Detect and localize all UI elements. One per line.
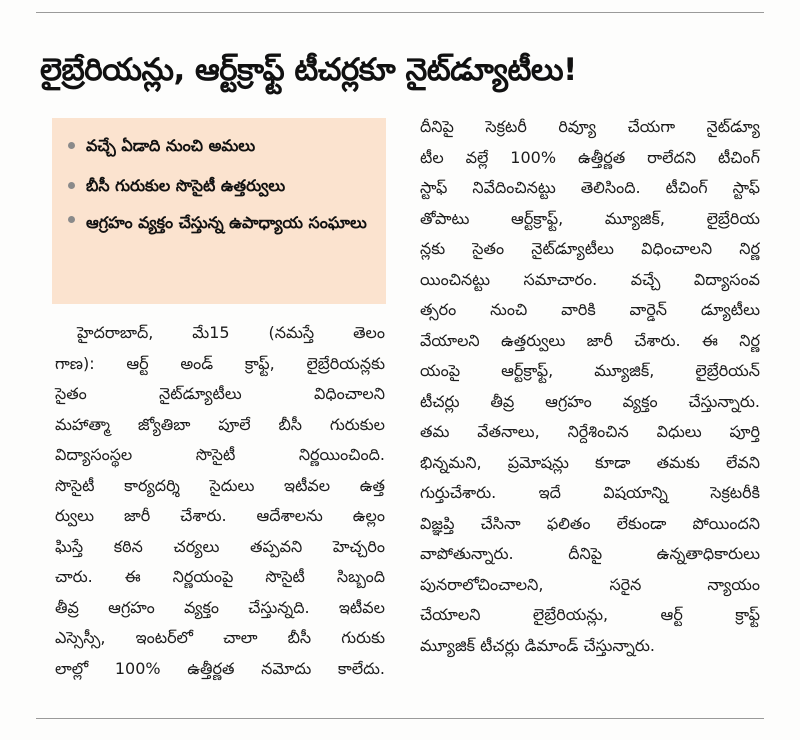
- text-line: మ్యూజిక్ టీచర్లు డిమాండ్ చేస్తున్నారు.: [420, 635, 655, 655]
- bullet-dot-icon: [68, 216, 75, 223]
- highlights-box: [52, 118, 386, 304]
- highlight-item: ఆగ్రహం వ్యక్తం చేస్తున్న ఉపాధ్యాయ సంఘాలు: [64, 206, 376, 240]
- text-line: గుర్తుచేశారు. ఇదే విషయాన్ని సెక్రటరీకి: [420, 483, 760, 502]
- text-line: తోపాటు ఆర్ట్‌క్రాఫ్ట్, మ్యూజిక్, లైబ్రేరియ: [420, 208, 760, 228]
- body-column-left: [55, 318, 385, 684]
- text-line: టీల వల్లే 100% ఉత్తీర్ణత రాలేదని టీచింగ్: [420, 147, 760, 167]
- text-line: తమ వేతనాలు, నిర్దేశించిన విధులు పూర్తి: [420, 422, 760, 441]
- text-line: వేయాలని ఉత్తర్వులు జారీ చేశారు. ఈ నిర్ణ: [420, 330, 760, 350]
- text-line: లాల్లో 100% ఉత్తీర్ణత నమోదు కాలేదు.: [55, 658, 385, 678]
- bullet-dot-icon: [68, 182, 75, 189]
- text-line: సొసైటీ కార్యదర్శి సైదులు ఇటీవల ఉత్త: [55, 475, 385, 495]
- text-line: యించినట్టు సమాచారం. వచ్చే విద్యాసంవ: [420, 269, 760, 289]
- text-line: భిన్నమని, ప్రమోషన్లు కూడా తమకు లేవని: [420, 452, 760, 472]
- text-line: టీచర్లు తీవ్ర ఆగ్రహం వ్యక్తం చేస్తున్నారు.: [420, 391, 760, 411]
- headline: లైబ్రేరియన్లు, ఆర్ట్‌క్రాఫ్ట్ టీచర్లకూ నైట్‌డ్యూటీలు!: [40, 52, 577, 88]
- text-line: గాణ): ఆర్ట్ అండ్ క్రాఫ్ట్, లైబ్రేరియన్లకు: [55, 353, 385, 373]
- body-column-right: [420, 112, 760, 661]
- text-line: ర్వులు జారీ చేశారు. ఆదేశాలను ఉల్లం: [55, 506, 385, 525]
- text-line: మహాత్మా జ్యోతిబా పూలే బీసీ గురుకుల: [55, 414, 385, 434]
- text-line: పునరాలోచించాలని, సరైన న్యాయం: [420, 574, 760, 594]
- bottom-divider: [36, 718, 764, 719]
- text-line: హైదరాబాద్, మే15 (నమస్తే తెలం: [77, 323, 385, 342]
- highlight-item: బీసీ గురుకుల సొసైటీ ఉత్తర్వులు: [64, 172, 376, 200]
- text-line: విద్యాసంస్థల సొసైటీ నిర్ణయించింది.: [55, 445, 385, 464]
- text-line: దీనిపై సెక్రటరీ రివ్యూ చేయగా నైట్‌డ్యూ: [420, 117, 760, 136]
- text-line: తీవ్ర ఆగ్రహం వ్యక్తం చేస్తున్నది. ఇటీవల: [55, 597, 385, 617]
- text-line: ఘిస్తే కఠిన చర్యలు తప్పవని హెచ్చరిం: [55, 536, 385, 556]
- text-line: న్లకు సైతం నైట్‌డ్యూటీలు విధించాలని నిర్ణ: [420, 239, 760, 258]
- text-line: చారు. ఈ నిర్ణయంపై సొసైటీ సిబ్బంది: [55, 567, 385, 586]
- top-divider: [36, 12, 764, 13]
- text-line: ఎస్సెస్సీ, ఇంటర్‌లో చాలా బీసీ గురుకు: [55, 628, 385, 647]
- text-line: సైతం నైట్‌డ్యూటీలు విధించాలని: [55, 384, 385, 403]
- bullet-dot-icon: [68, 142, 75, 149]
- text-line: వాపోతున్నారు. దీనిపై ఉన్నతాధికారులు: [420, 544, 760, 563]
- text-line: విజ్ఞప్తి చేసినా ఫలితం లేకుండా పోయిందని: [420, 513, 760, 533]
- text-line: త్సరం నుంచి వారికి వార్డెన్ డ్యూటీలు: [420, 300, 760, 319]
- text-line: స్టాఫ్ నివేదించినట్టు తెలిసింది. టీచింగ్ స్టాఫ్: [420, 178, 760, 197]
- text-line: చేయాలని లైబ్రేరియన్లు, ఆర్ట్ క్రాఫ్ట్: [420, 605, 760, 624]
- text-line: యంపై ఆర్ట్‌క్రాఫ్ట్, మ్యూజిక్, లైబ్రేరియన్: [420, 361, 760, 380]
- highlight-item: వచ్చే ఏడాది నుంచి అమలు: [64, 132, 376, 160]
